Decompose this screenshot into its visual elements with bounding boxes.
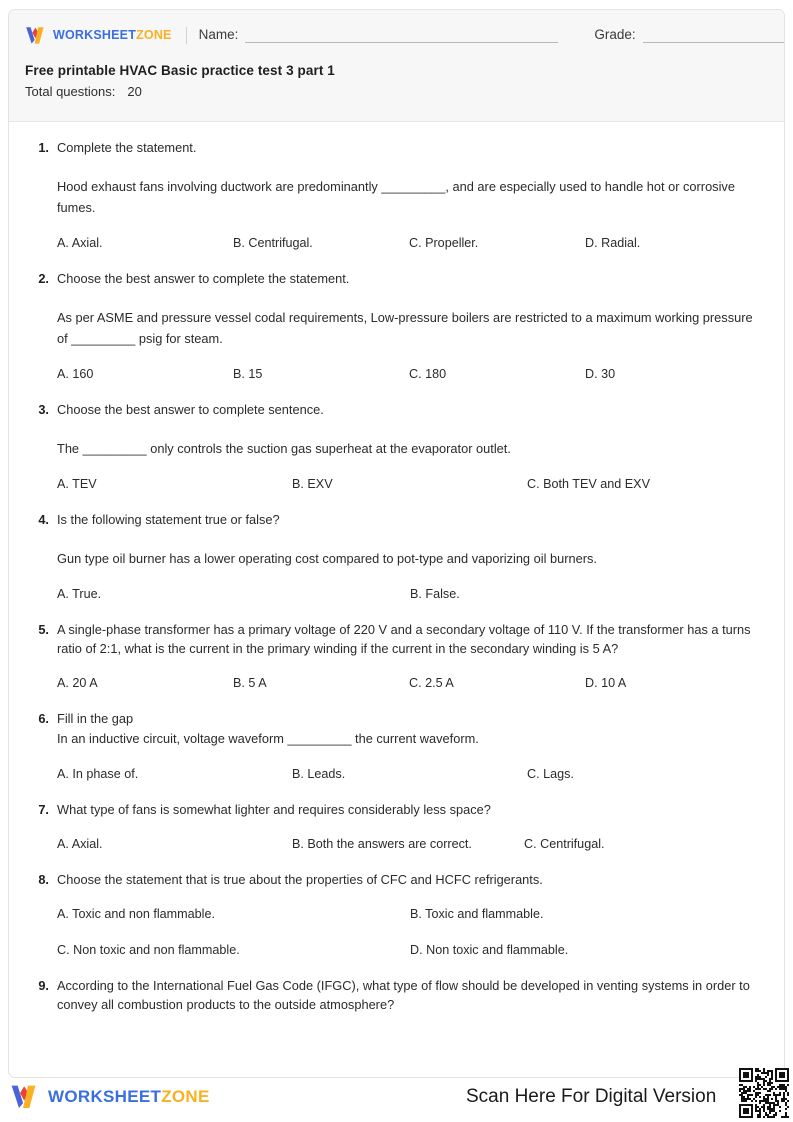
worksheet-card <box>8 9 785 1078</box>
grade-label: Grade: <box>594 27 636 42</box>
answer-option[interactable]: C. Non toxic and non flammable. <box>57 943 240 957</box>
header-top-row <box>25 24 768 46</box>
answer-option[interactable]: C. Centrifugal. <box>524 837 605 851</box>
question-item <box>27 709 766 784</box>
answer-option[interactable]: C. Lags. <box>527 767 574 781</box>
grade-write-line[interactable] <box>643 29 785 43</box>
question-prompt: Fill in the gap <box>57 711 134 726</box>
question-prompt: Complete the statement. <box>57 140 197 155</box>
footer-brand-zone-text: ZONE <box>161 1087 210 1106</box>
answer-option[interactable]: A. Toxic and non flammable. <box>57 907 215 921</box>
answer-option[interactable]: B. EXV <box>292 477 333 491</box>
scan-prompt-text: Scan Here For Digital Version <box>466 1086 717 1107</box>
answer-option[interactable]: A. 20 A <box>57 676 98 690</box>
answer-options <box>57 475 766 494</box>
answer-option[interactable]: C. Both TEV and EXV <box>527 477 650 491</box>
answer-option[interactable]: B. 15 <box>233 367 263 381</box>
question-prompt: What type of fans is somewhat lighter and requires considerably less space? <box>57 802 491 817</box>
question-body <box>57 269 766 384</box>
question-prompt: Choose the statement that is true about the properties of CFC and HCFC refrigerants. <box>57 872 543 887</box>
question-item <box>27 138 766 253</box>
name-write-line[interactable] <box>245 29 558 43</box>
question-number: 9. <box>38 978 49 993</box>
name-field[interactable] <box>199 27 559 43</box>
questions-list <box>9 122 784 1014</box>
question-body <box>57 709 766 784</box>
question-body <box>57 400 766 494</box>
answer-option[interactable]: A. Axial. <box>57 236 103 250</box>
question-prompt: Is the following statement true or false? <box>57 512 280 527</box>
total-questions <box>25 84 768 99</box>
answer-option[interactable]: B. Toxic and flammable. <box>410 907 544 921</box>
answer-option[interactable]: A. In phase of. <box>57 767 139 781</box>
total-questions-value: 20 <box>127 84 142 99</box>
question-statement: The _________ only controls the suction gas superheat at the evaporator outlet. <box>57 441 511 456</box>
header-divider <box>186 27 187 44</box>
answer-options <box>57 585 766 604</box>
brand-wordmark <box>53 28 172 42</box>
brand-zone-text: ZONE <box>136 28 172 42</box>
answer-option[interactable]: A. True. <box>57 587 102 601</box>
question-number: 8. <box>38 872 49 887</box>
answer-option[interactable]: B. Leads. <box>292 767 346 781</box>
answer-options <box>57 365 766 384</box>
answer-options <box>57 234 766 253</box>
question-statement: Hood exhaust fans involving ductwork are predominantly _________, and are especially used to handle hot or corrosive fumes. <box>57 179 735 215</box>
brand-worksheet-text: WORKSHEET <box>53 28 137 42</box>
qr-code-icon[interactable] <box>739 1068 789 1118</box>
worksheet-zone-w-logo-icon <box>10 1084 40 1110</box>
question-statement: As per ASME and pressure vessel codal requirements, Low-pressure boilers are restricted to a maximum working pressure of _________ psig for steam. <box>57 310 753 346</box>
question-item <box>27 976 766 1014</box>
question-number: 7. <box>38 802 49 817</box>
question-body <box>57 800 766 854</box>
question-number: 3. <box>38 402 49 417</box>
answer-option[interactable]: B. False. <box>410 587 460 601</box>
answer-option[interactable]: D. Radial. <box>585 236 641 250</box>
answer-option[interactable]: D. 30 <box>585 367 616 381</box>
answer-option[interactable]: A. Axial. <box>57 837 103 851</box>
question-prompt: A single-phase transformer has a primary voltage of 220 V and a secondary voltage of 110 V. If the transformer has a turns ratio of 2:1, what is the current in the primary winding if the current in the secondary winding is 5 A? <box>57 622 751 656</box>
question-number: 6. <box>38 711 49 726</box>
question-item <box>27 400 766 494</box>
answer-options <box>57 765 766 784</box>
question-body <box>57 510 766 604</box>
question-item <box>27 870 766 960</box>
answer-option[interactable]: C. 2.5 A <box>409 676 454 690</box>
answer-option[interactable]: D. 10 A <box>585 676 627 690</box>
question-prompt: According to the International Fuel Gas Code (IFGC), what type of flow should be developed in venting systems in order to convey all combustion products to the outside atmosphere? <box>57 978 750 1012</box>
question-statement: In an inductive circuit, voltage waveform _________ the current waveform. <box>57 731 479 746</box>
question-prompt: Choose the best answer to complete sentence. <box>57 402 324 417</box>
question-number: 5. <box>38 622 49 637</box>
name-label: Name: <box>198 27 239 42</box>
question-number: 1. <box>38 140 49 155</box>
footer-brand-worksheet-text: WORKSHEET <box>48 1087 162 1106</box>
answer-option[interactable]: A. TEV <box>57 477 97 491</box>
worksheet-zone-w-logo-icon <box>25 26 47 45</box>
question-prompt: Choose the best answer to complete the statement. <box>57 271 350 286</box>
answer-option[interactable]: C. 180 <box>409 367 447 381</box>
grade-field[interactable] <box>594 27 785 43</box>
answer-option[interactable]: C. Propeller. <box>409 236 479 250</box>
question-body <box>57 976 766 1014</box>
answer-options <box>57 674 766 693</box>
worksheet-title: Free printable HVAC Basic practice test 3 part 1 <box>25 63 335 78</box>
question-number: 4. <box>38 512 49 527</box>
answer-option[interactable]: B. Both the answers are correct. <box>292 837 472 851</box>
worksheet-header <box>9 10 784 122</box>
answer-option[interactable]: A. 160 <box>57 367 94 381</box>
question-body <box>57 620 766 693</box>
question-item <box>27 269 766 384</box>
question-body <box>57 870 766 960</box>
answer-option[interactable]: B. 5 A <box>233 676 267 690</box>
answer-option[interactable]: D. Non toxic and flammable. <box>410 943 569 957</box>
footer-brand-logo[interactable] <box>10 1084 210 1110</box>
answer-option[interactable]: B. Centrifugal. <box>233 236 313 250</box>
question-number: 2. <box>38 271 49 286</box>
brand-logo[interactable] <box>25 26 172 45</box>
question-item <box>27 510 766 604</box>
answer-options <box>57 905 766 960</box>
question-item <box>27 800 766 854</box>
question-statement: Gun type oil burner has a lower operating cost compared to pot-type and vaporizing oil burners. <box>57 551 597 566</box>
answer-options <box>57 835 766 854</box>
footer-brand-wordmark <box>48 1087 210 1107</box>
question-item <box>27 620 766 693</box>
question-body <box>57 138 766 253</box>
total-questions-label: Total questions: <box>25 84 116 99</box>
page-footer <box>0 1081 793 1122</box>
